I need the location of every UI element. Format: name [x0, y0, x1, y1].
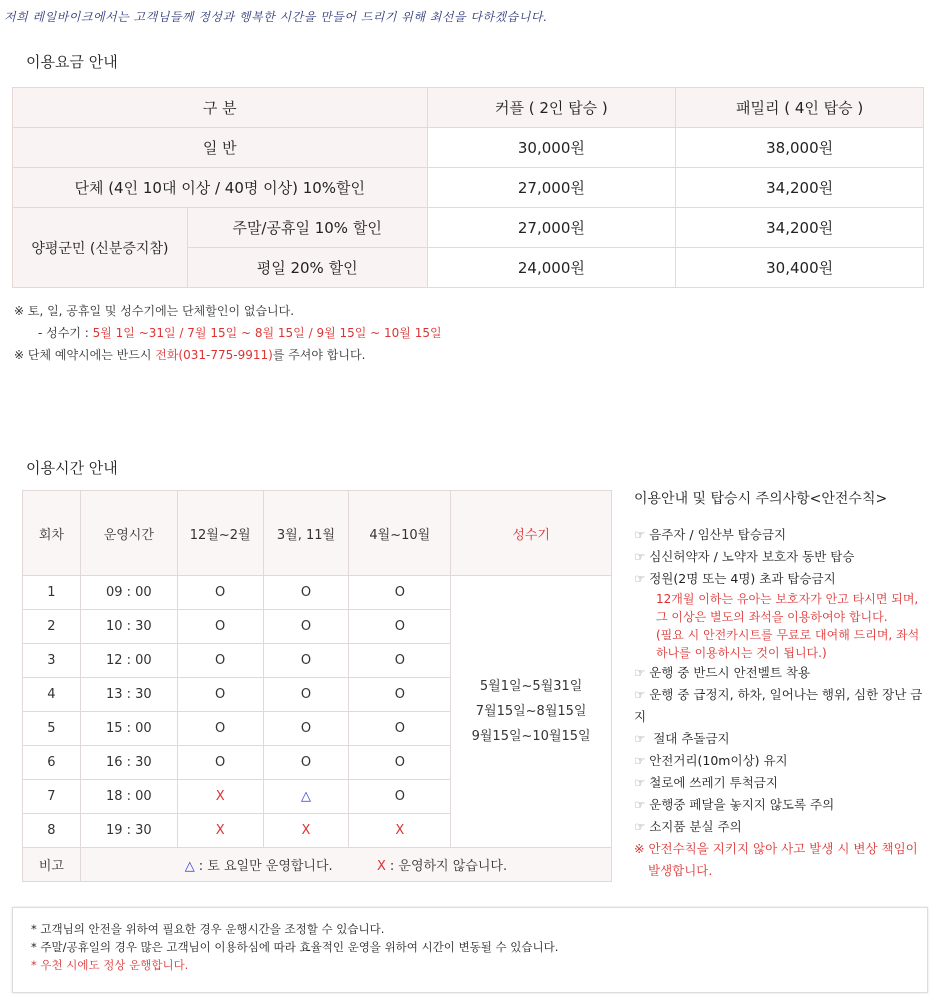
- sched-header-time: 운영시간: [80, 491, 177, 576]
- remark-legend: [80, 848, 611, 882]
- pointing-hand-icon: ☞: [634, 549, 646, 564]
- sub-note: 하나를 이용하시는 것이 됩니다.): [656, 646, 827, 660]
- phone-number: 전화(031-775-9911): [155, 348, 273, 362]
- tagline: 저희 레일바이크에서는 고객님들께 정성과 행복한 시간을 만들어 드리기 위해 최선을 다하겠습니다.: [4, 10, 548, 24]
- fee-weekend-couple: 27,000원: [427, 208, 676, 248]
- fee-header-category: 구 분: [13, 88, 428, 128]
- fee-label-weekday: 평일 20% 할인: [187, 248, 427, 288]
- safety-title: 이용안내 및 탑승시 주의사항<안전수칙>: [634, 491, 888, 507]
- summer-status: X: [349, 814, 451, 848]
- run-time: 19 : 30: [80, 814, 177, 848]
- peak-dates: 5월 1일 ~31일 / 7월 15일 ~ 8월 15일 / 9월 15일 ~ 10월 15일: [92, 326, 442, 340]
- peak-period: 5월1일~5월31일: [479, 679, 583, 694]
- sched-header-spring-fall: 3월, 11월: [263, 491, 349, 576]
- pointing-hand-icon: ☞: [634, 571, 646, 586]
- run-time: 10 : 30: [80, 610, 177, 644]
- pointing-hand-icon: ☞: [634, 797, 646, 812]
- safety-item: [634, 524, 934, 546]
- fee-note-2: [14, 344, 442, 366]
- safety-item-text: 정원(2명 또는 4명) 초과 탑승금지: [649, 571, 836, 586]
- safety-item: [634, 568, 934, 590]
- fee-weekend-family: 34,200원: [676, 208, 924, 248]
- fee-row-general: [13, 128, 924, 168]
- summer-status: O: [349, 712, 451, 746]
- fee-header-family: 패밀리 ( 4인 탑승 ): [676, 88, 924, 128]
- safety-item-text: 운행 중 반드시 안전벨트 착용: [649, 665, 811, 680]
- fee-label-group: 단체 (4인 10대 이상 / 40명 이상) 10%할인: [13, 168, 428, 208]
- spring-fall-status: X: [263, 814, 349, 848]
- summer-status: O: [349, 644, 451, 678]
- warning-line-2: 발생합니다.: [648, 863, 713, 878]
- safety-list-2: [634, 662, 934, 838]
- safety-sub-notes: [634, 590, 934, 662]
- warning-line-1: ※ 안전수칙을 지키지 않아 사고 발생 시 변상 책임이: [634, 841, 918, 856]
- fee-weekday-family: 30,400원: [676, 248, 924, 288]
- safety-warning: [634, 838, 934, 882]
- legend-x-text: : 운영하지 않습니다.: [389, 859, 508, 874]
- sched-header-winter: 12월~2월: [177, 491, 263, 576]
- safety-item: [634, 750, 934, 772]
- fee-general-family: 38,000원: [676, 128, 924, 168]
- schedule-header: [23, 491, 612, 576]
- safety-item-text: 운행중 페달을 놓지지 않도록 주의: [649, 797, 835, 812]
- safety-item-text: 음주자 / 임산부 탑승금지: [649, 527, 787, 542]
- sub-note: 그 이상은 별도의 좌석을 이용하여야 합니다.: [656, 610, 888, 624]
- schedule-row: [23, 576, 612, 610]
- note2-suffix: 를 주셔야 합니다.: [272, 348, 366, 362]
- pointing-hand-icon: ☞: [634, 527, 646, 542]
- fee-header-couple: 커플 ( 2인 탑승 ): [427, 88, 676, 128]
- schedule-remark-row: [23, 848, 612, 882]
- summer-status: O: [349, 610, 451, 644]
- schedule-section-title: 이용시간 안내: [26, 459, 118, 477]
- round-number: 4: [23, 678, 81, 712]
- winter-status: O: [177, 610, 263, 644]
- summer-status: O: [349, 746, 451, 780]
- run-time: 12 : 00: [80, 644, 177, 678]
- pointing-hand-icon: ☞: [634, 687, 646, 702]
- safety-item: [634, 662, 934, 684]
- peak-prefix: - 성수기 :: [38, 326, 89, 340]
- run-time: 13 : 30: [80, 678, 177, 712]
- winter-status: X: [177, 814, 263, 848]
- safety-item-text: 소지품 분실 주의: [649, 819, 742, 834]
- winter-status: O: [177, 712, 263, 746]
- pointing-hand-icon: ☞: [634, 665, 646, 680]
- summer-status: O: [349, 780, 451, 814]
- fee-group-couple: 27,000원: [427, 168, 676, 208]
- safety-item: [634, 772, 934, 794]
- round-number: 3: [23, 644, 81, 678]
- sched-header-summer: 4월~10월: [349, 491, 451, 576]
- peak-period: 9월15일~10월15일: [471, 729, 591, 744]
- run-time: 18 : 00: [80, 780, 177, 814]
- bottom-note-2: * 주말/공휴일의 경우 많은 고객님이 이용하심에 따라 효율적인 운영을 위하여 시간이 변동될 수 있습니다.: [31, 940, 559, 954]
- winter-status: O: [177, 678, 263, 712]
- fee-note-peak: [14, 322, 442, 344]
- legend-triangle-text: : 토 요일만 운영합니다.: [198, 859, 333, 874]
- spring-fall-status: O: [263, 644, 349, 678]
- safety-item-text: 철로에 쓰레기 투척금지: [649, 775, 778, 790]
- spring-fall-status: O: [263, 576, 349, 610]
- safety-panel: [634, 488, 934, 882]
- spring-fall-status: △: [263, 780, 349, 814]
- fee-label-weekend: 주말/공휴일 10% 할인: [187, 208, 427, 248]
- round-number: 5: [23, 712, 81, 746]
- schedule-table: [22, 490, 612, 882]
- sub-note: (필요 시 안전카시트를 무료로 대여해 드리며, 좌석: [656, 628, 920, 642]
- fee-row-group: [13, 168, 924, 208]
- fee-table: [12, 87, 924, 288]
- bottom-notice-box: [12, 907, 928, 993]
- fee-label-general: 일 반: [13, 128, 428, 168]
- winter-status: X: [177, 780, 263, 814]
- safety-item: [634, 546, 934, 568]
- safety-item: [634, 816, 934, 838]
- pointing-hand-icon: ☞: [634, 775, 646, 790]
- spring-fall-status: O: [263, 678, 349, 712]
- winter-status: O: [177, 746, 263, 780]
- remark-label: 비고: [23, 848, 81, 882]
- peak-periods: [451, 576, 612, 848]
- fee-label-resident: 양평군민 (신분증지참): [13, 208, 188, 288]
- spring-fall-status: O: [263, 746, 349, 780]
- fee-section-title: 이용요금 안내: [26, 53, 118, 71]
- safety-list-1: [634, 524, 934, 590]
- winter-status: O: [177, 644, 263, 678]
- fee-table-header: [13, 88, 924, 128]
- bottom-note-1: * 고객님의 안전을 위하여 필요한 경우 운행시간을 조정할 수 있습니다.: [31, 922, 385, 936]
- fee-row-resident-weekend: [13, 208, 924, 248]
- run-time: 09 : 00: [80, 576, 177, 610]
- x-icon: X: [376, 859, 386, 874]
- bottom-note-3: * 우천 시에도 정상 운행합니다.: [31, 958, 189, 972]
- peak-period: 7월15일~8월15일: [475, 704, 587, 719]
- run-time: 15 : 00: [80, 712, 177, 746]
- sched-header-no: 회차: [23, 491, 81, 576]
- safety-item: [634, 794, 934, 816]
- safety-item-text: 안전거리(10m이상) 유지: [649, 753, 788, 768]
- spring-fall-status: O: [263, 610, 349, 644]
- safety-item: [634, 684, 934, 728]
- note2-prefix: ※ 단체 예약시에는 반드시: [14, 348, 152, 362]
- pointing-hand-icon: ☞: [634, 731, 646, 746]
- round-number: 7: [23, 780, 81, 814]
- round-number: 2: [23, 610, 81, 644]
- pointing-hand-icon: ☞: [634, 819, 646, 834]
- run-time: 16 : 30: [80, 746, 177, 780]
- sub-note: 12개월 이하는 유아는 보호자가 안고 타시면 되며,: [656, 592, 919, 606]
- round-number: 6: [23, 746, 81, 780]
- round-number: 8: [23, 814, 81, 848]
- fee-note-1: ※ 토, 일, 공휴일 및 성수기에는 단체할인이 없습니다.: [14, 304, 295, 318]
- safety-item: [634, 728, 934, 750]
- round-number: 1: [23, 576, 81, 610]
- safety-item-text: 절대 추돌금지: [649, 731, 730, 746]
- fee-group-family: 34,200원: [676, 168, 924, 208]
- pointing-hand-icon: ☞: [634, 753, 646, 768]
- summer-status: O: [349, 576, 451, 610]
- safety-item-text: 운행 중 급정지, 하차, 일어나는 행위, 심한 장난 금지: [634, 687, 923, 724]
- spring-fall-status: O: [263, 712, 349, 746]
- fee-weekday-couple: 24,000원: [427, 248, 676, 288]
- triangle-icon: △: [184, 859, 195, 874]
- safety-item-text: 심신허약자 / 노약자 보호자 동반 탑승: [649, 549, 855, 564]
- fee-notes: [14, 300, 442, 366]
- winter-status: O: [177, 576, 263, 610]
- fee-general-couple: 30,000원: [427, 128, 676, 168]
- sched-header-peak: 성수기: [451, 491, 612, 576]
- summer-status: O: [349, 678, 451, 712]
